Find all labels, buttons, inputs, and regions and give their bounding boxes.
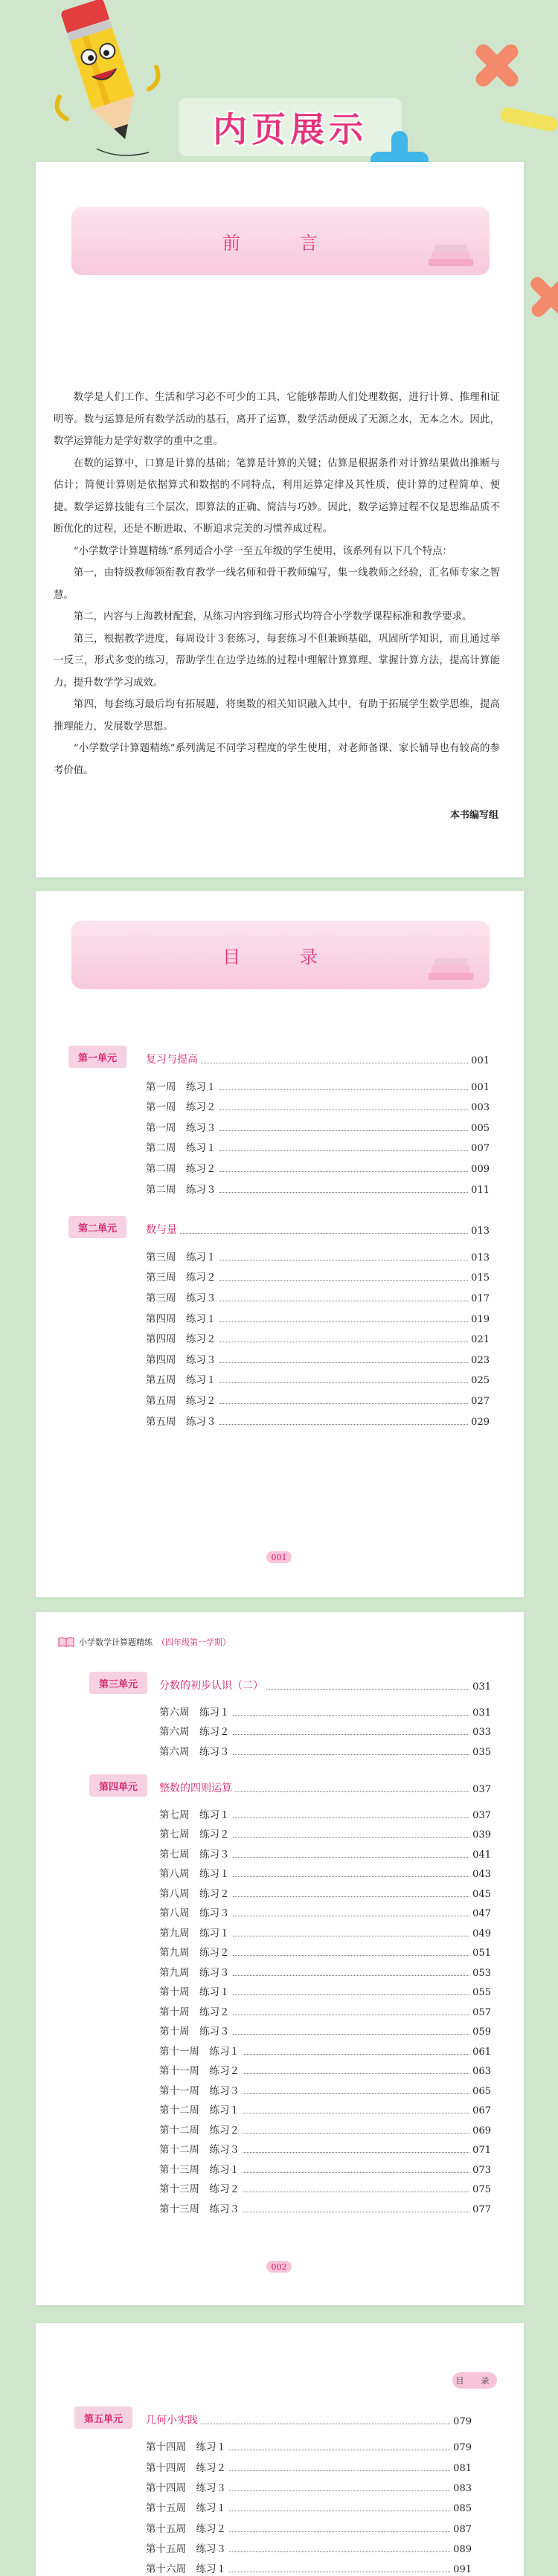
toc-entry-page: 045: [472, 1888, 491, 1900]
toc-heading-bar: [71, 921, 490, 989]
toc-leader-dots: [219, 1280, 469, 1281]
toc-leader-dots: [233, 1994, 470, 1995]
toc-leader-dots: [233, 1955, 470, 1956]
unit-title: 几何小实践: [146, 2415, 198, 2427]
toc-entry-label: 第四周 练习３: [146, 1353, 217, 1366]
toc-entry-page: 041: [472, 1849, 491, 1861]
toc-entry-label: 第四周 练习１: [146, 1313, 217, 1325]
unit-page: 001: [471, 1055, 490, 1066]
toc-entry-page: 043: [472, 1869, 491, 1880]
toc-entry: [146, 1329, 490, 1345]
preface-heading-bar: [71, 207, 490, 275]
toc-entry: [159, 1942, 491, 1959]
preface-paragraph: 第三，根据教学进度，每周设计３套练习，每套练习不但兼顾基础，巩固所学知识，而且通过举一反三，形式多变的练习，帮助学生在边学边练的过程中理解计算算理、掌握计算方法，提高计算能力，提升数学学习成效。: [54, 633, 500, 689]
banner-title: 内页展示: [213, 109, 368, 149]
toc-entry-page: 039: [472, 1829, 491, 1841]
toc-entry-label: 第三周 练习２: [146, 1272, 217, 1284]
toc-entry-label: 第二周 练习３: [146, 1183, 217, 1196]
toc-entry: [146, 2478, 472, 2494]
toc-entry: [159, 2061, 491, 2077]
preface-signature: 本书编写组: [449, 810, 498, 821]
toc-entry-page: 035: [472, 1746, 491, 1758]
toc-entry-page: 017: [471, 1293, 490, 1304]
toc-entry: [159, 1923, 491, 1939]
toc-entry: [159, 1805, 491, 1821]
toc-entry: [146, 2559, 472, 2575]
toc-entry-page: 067: [472, 2105, 491, 2116]
toc-entry-page: 003: [471, 1102, 490, 1114]
toc-entry-label: 第六周 练习１: [159, 1706, 230, 1719]
toc-entry-page: 087: [453, 2523, 472, 2535]
toc-entry-label: 第二周 练习２: [146, 1163, 217, 1175]
toc-entry-page: 015: [471, 1272, 490, 1284]
page-number: 002: [266, 2261, 292, 2273]
preface-paragraph: 第二，内容与上海教材配套，从练习内容到练习形式均符合小学数学课程标准和教学要求。: [73, 611, 472, 622]
toc-leader-dots: [243, 2133, 469, 2134]
toc-entry-page: 009: [471, 1164, 490, 1175]
toc-entry: [146, 1411, 490, 1428]
toc-entry-label: 第七周 练习１: [159, 1809, 230, 1821]
toc-entry-page: 061: [472, 2046, 491, 2058]
preface-paragraph: 第四，每套练习最后均有拓展题，将奥数的相关知识融入其中，有助于拓展学生数学思维，提高推理能力，发展数学思想。: [54, 699, 500, 732]
toc-entry-page: 049: [472, 1928, 491, 1939]
preface-paragraph: 第一，由特级教师领衔教育教学一线名师和骨干教师编写，集一线教师之经验，汇名师专家之智慧。: [54, 567, 500, 601]
toc-leader-dots: [233, 1715, 470, 1716]
toc-leader-dots: [233, 1857, 470, 1858]
toc-entry-page: 073: [472, 2164, 491, 2176]
toc-entry-label: 第六周 练习３: [159, 1745, 230, 1758]
toc-entry-page: 079: [453, 2442, 472, 2454]
toc-entry-page: 055: [472, 1987, 491, 1998]
toc-entry: [159, 1864, 491, 1880]
toc-leader-dots: [243, 2093, 469, 2094]
toc-entry: [159, 2021, 491, 2038]
toc-entry-page: 053: [472, 1967, 491, 1979]
toc-entry-page: 023: [471, 1354, 490, 1366]
toc-entry-page: 005: [471, 1122, 490, 1134]
toc-entry: [146, 1391, 490, 1407]
unit-badge: 第二单元: [68, 1216, 126, 1238]
toc-entry: [159, 2041, 491, 2058]
toc-entry: [159, 1962, 491, 1979]
toc-entry-label: 第八周 练习１: [159, 1868, 230, 1880]
unit-badge: 第一单元: [68, 1046, 126, 1068]
toc-entry: [146, 1267, 490, 1284]
toc-leader-dots: [235, 1791, 469, 1792]
toc-entry-page: 059: [472, 2026, 491, 2038]
toc-leader-dots: [233, 2034, 470, 2035]
toc-entry-label: 第十四周 练习３: [146, 2482, 226, 2494]
toc-entry: [159, 1844, 491, 1861]
toc-entry-page: 019: [471, 1313, 490, 1325]
toc-entry-label: 第七周 练习２: [159, 1829, 230, 1841]
toc-entry-label: 第十三周 练习１: [159, 2163, 240, 2176]
toc-entry: [159, 2199, 491, 2215]
toc-leader-dots: [233, 1734, 470, 1735]
toc-entry-page: 057: [472, 2006, 491, 2018]
toc-entry-page: 031: [472, 1707, 491, 1719]
toc-entry: [146, 1370, 490, 1386]
toc-entry-label: 第十四周 练习１: [146, 2441, 226, 2454]
toc-entry: [159, 2179, 491, 2195]
running-head: [58, 1636, 231, 1648]
toc-entry: [146, 2498, 472, 2514]
toc-entry: [146, 2539, 472, 2555]
toc-entry-page: 089: [453, 2543, 472, 2555]
toc-leader-dots: [219, 1321, 469, 1322]
toc-entry-page: 033: [472, 1727, 491, 1738]
toc-entry-page: 029: [471, 1416, 490, 1428]
toc-leader-dots: [266, 1689, 469, 1690]
toc-entry-label: 第十一周 练习３: [159, 2084, 240, 2097]
toc-entry-page: 091: [453, 2564, 472, 2576]
toc-entry: [146, 1077, 490, 1093]
toc-entry-page: 075: [472, 2184, 491, 2195]
toc-leader-dots: [219, 1171, 469, 1172]
books-icon: [424, 956, 476, 983]
pencil-mascot-icon: [52, 0, 164, 156]
toc-leader-dots: [233, 1876, 470, 1877]
toc-leader-dots: [229, 2551, 450, 2552]
toc-leader-dots: [219, 1382, 469, 1383]
toc-entry: [159, 2120, 491, 2137]
toc-entry: [146, 2519, 472, 2535]
toc-entry-page: 027: [471, 1396, 490, 1407]
banner: [0, 0, 558, 164]
toc-entry-label: 第十二周 练习２: [159, 2124, 240, 2137]
toc-entry-page: 021: [471, 1334, 490, 1346]
unit-heading: [146, 1050, 490, 1066]
toc-leader-dots: [233, 1817, 470, 1818]
toc-entry-label: 第二周 练习１: [146, 1142, 217, 1155]
toc-entry: [146, 2437, 472, 2453]
book-icon: [58, 1637, 74, 1647]
toc-leader-dots: [243, 2172, 469, 2173]
toc-entry-label: 第八周 练习３: [159, 1907, 230, 1919]
toc-entry-label: 第十一周 练习１: [159, 2045, 240, 2058]
toc-entry-label: 第九周 练习２: [159, 1947, 230, 1959]
toc-entry: [159, 1824, 491, 1841]
toc-entry-label: 第十四周 练习２: [146, 2461, 226, 2474]
unit-page: 079: [453, 2416, 472, 2427]
toc-entry-page: 051: [472, 1948, 491, 1959]
toc-entry-label: 第十周 练习２: [159, 2006, 230, 2018]
toc-leader-dots: [180, 1233, 468, 1234]
toc-leader-dots: [233, 1975, 470, 1976]
toc-entry-label: 第十六周 练习１: [146, 2563, 226, 2576]
unit-title: 数与量: [146, 1224, 177, 1237]
toc-entry-label: 第六周 练习２: [159, 1726, 230, 1738]
toc-leader-dots: [233, 1754, 470, 1755]
preface-heading: 前 言: [222, 232, 339, 254]
unit-heading: [146, 2411, 472, 2427]
toc-entry: [146, 1247, 490, 1263]
preface-paragraph: “小学数学计算题精练”系列适合小学一至五年级的学生使用，该系列有以下几个特点：: [73, 545, 452, 557]
toc-entry-page: 025: [471, 1375, 490, 1387]
preface-paragraph: “小学数学计算题精练”系列满足不同学习程度的学生使用，对老师备课、家长辅导也有较高的参考价值。: [54, 743, 500, 776]
toc-entry: [146, 1309, 490, 1325]
unit-page: 031: [472, 1681, 491, 1693]
toc-entry-page: 069: [472, 2125, 491, 2137]
toc-entry: [146, 1118, 490, 1134]
toc-entry-label: 第十三周 练习２: [159, 2183, 240, 2195]
toc-leader-dots: [219, 1424, 469, 1425]
unit-title: 复习与提高: [146, 1054, 198, 1066]
toc-entry: [159, 2002, 491, 2018]
multiply-sign-icon: [467, 36, 527, 95]
unit-title: 整数的四则运算: [159, 1783, 232, 1794]
toc-entry-label: 第一周 练习２: [146, 1101, 217, 1114]
toc-leader-dots: [233, 1896, 470, 1897]
toc-entry: [159, 2160, 491, 2176]
toc-leader-dots: [229, 2470, 450, 2471]
toc-entry-page: 011: [471, 1184, 490, 1196]
toc-leader-dots: [219, 1192, 469, 1193]
toc-entry-label: 第七周 练习３: [159, 1848, 230, 1861]
toc-entry-label: 第十五周 练习３: [146, 2543, 226, 2555]
toc-entry-page: 037: [472, 1809, 491, 1821]
toc-entry-page: 047: [472, 1908, 491, 1919]
unit-page: 013: [471, 1226, 490, 1237]
toc-leader-dots: [243, 2054, 469, 2055]
toc-entry-page: 013: [471, 1252, 490, 1263]
toc-entry-label: 第一周 练习１: [146, 1081, 217, 1093]
unit-title: 分数的初步认识（二）: [159, 1680, 263, 1692]
toc-entry: [146, 1179, 490, 1196]
toc-entry-page: 063: [472, 2066, 491, 2077]
toc-entry: [159, 1702, 491, 1719]
toc-entry: [159, 2100, 491, 2116]
toc-entry-page: 081: [453, 2462, 472, 2474]
toc-entry-page: 065: [472, 2085, 491, 2097]
toc-leader-dots: [243, 2073, 469, 2074]
unit-badge: 第五单元: [74, 2406, 132, 2429]
page-number: 001: [266, 1551, 292, 1563]
toc-entry-label: 第十周 练习１: [159, 1986, 230, 1998]
preface-body: [54, 387, 500, 782]
minus-sign-icon: [497, 104, 558, 134]
toc-leader-dots: [219, 1362, 469, 1363]
toc-entry: [159, 1982, 491, 1998]
toc-entry-label: 第一周 练习３: [146, 1121, 217, 1134]
toc-entry-page: 085: [453, 2503, 472, 2515]
toc-entry-label: 第五周 练习３: [146, 1415, 217, 1428]
toc-entry-page: 007: [471, 1143, 490, 1155]
toc-leader-dots: [219, 1130, 469, 1131]
toc-leader-dots: [219, 1150, 469, 1151]
toc-entry: [159, 1722, 491, 1738]
toc-entry: [146, 1350, 490, 1366]
toc-entry-label: 第十五周 练习２: [146, 2522, 226, 2535]
toc-leader-dots: [219, 1403, 469, 1404]
toc-entry-label: 第十周 练习３: [159, 2026, 230, 2038]
preface-paragraph: 在数的运算中，口算是计算的基础；笔算是计算的关键；估算是根据条件对计算结果做出推断与估计；简便计算则是依据算式和数据的不同特点，利用运算定律及其性质，使计算的过程简单、便捷。数学运算技能有三个层次，即算法的正确、简洁与巧妙。因此，数学运算过程不仅是思维品质不断优化的过程，还是不断进取、不断追求完美的习惯养成过程。: [54, 457, 500, 535]
toc-entry-page: 077: [472, 2203, 491, 2215]
toc-entry: [159, 1742, 491, 1758]
unit-heading: [146, 1220, 490, 1237]
toc-entry-label: 第十一周 练习２: [159, 2065, 240, 2077]
toc-entry: [146, 1097, 490, 1113]
toc-page-1: [36, 891, 524, 1597]
toc-entry: [159, 2081, 491, 2097]
toc-entry-label: 第九周 练习３: [159, 1966, 230, 1979]
toc-entry-label: 第八周 练习２: [159, 1887, 230, 1900]
toc-entry-label: 第十二周 练习１: [159, 2105, 240, 2116]
running-head-title: 小学数学计算题精练: [79, 1638, 153, 1647]
unit-page: 037: [472, 1784, 491, 1795]
toc-entry: [146, 2458, 472, 2474]
toc-leader-dots: [229, 2490, 450, 2491]
toc-entry-page: 001: [471, 1081, 490, 1093]
toc-entry-label: 第三周 练习１: [146, 1251, 217, 1263]
toc-entry-label: 第五周 练习２: [146, 1395, 217, 1407]
unit-heading: [159, 1676, 491, 1693]
toc-leader-dots: [233, 1837, 470, 1838]
toc-entry: [159, 2139, 491, 2156]
toc-heading: 目 录: [222, 946, 339, 967]
toc-entry-page: 071: [472, 2145, 491, 2156]
toc-tab: 目 录: [452, 2372, 497, 2389]
toc-entry-label: 第九周 练习１: [159, 1927, 230, 1939]
toc-entry-label: 第四周 练习２: [146, 1333, 217, 1346]
preface-paragraph: 数学是人们工作、生活和学习必不可少的工具，它能够帮助人们处理数据，进行计算、推理和证明等。数与运算是所有数学活动的基石，离开了运算，数学活动便成了无源之水，无本之木。因此，数学运算能力是学好数学的重中之重。: [54, 392, 500, 447]
toc-entry-label: 第十二周 练习３: [159, 2144, 240, 2156]
multiply-sign-icon: [530, 268, 558, 327]
toc-entry-label: 第三周 练习３: [146, 1292, 217, 1304]
toc-entry: [146, 1138, 490, 1154]
toc-leader-dots: [229, 2531, 450, 2532]
toc-leader-dots: [219, 1089, 469, 1090]
toc-entry-label: 第十五周 练习１: [146, 2502, 226, 2515]
toc-entry: [159, 1903, 491, 1919]
unit-badge: 第三单元: [89, 1672, 147, 1694]
running-head-subtitle: （四年级第一学期）: [157, 1638, 231, 1647]
toc-entry-label: 第十三周 练习３: [159, 2203, 240, 2215]
toc-entry: [159, 1884, 491, 1900]
books-icon: [424, 242, 476, 269]
unit-heading: [159, 1779, 491, 1795]
unit-badge: 第四单元: [89, 1774, 147, 1797]
toc-entry-label: 第五周 练习１: [146, 1374, 217, 1387]
toc-leader-dots: [243, 2152, 469, 2153]
toc-entry: [146, 1159, 490, 1175]
toc-entry-page: 083: [453, 2482, 472, 2494]
toc-entry: [146, 1288, 490, 1304]
